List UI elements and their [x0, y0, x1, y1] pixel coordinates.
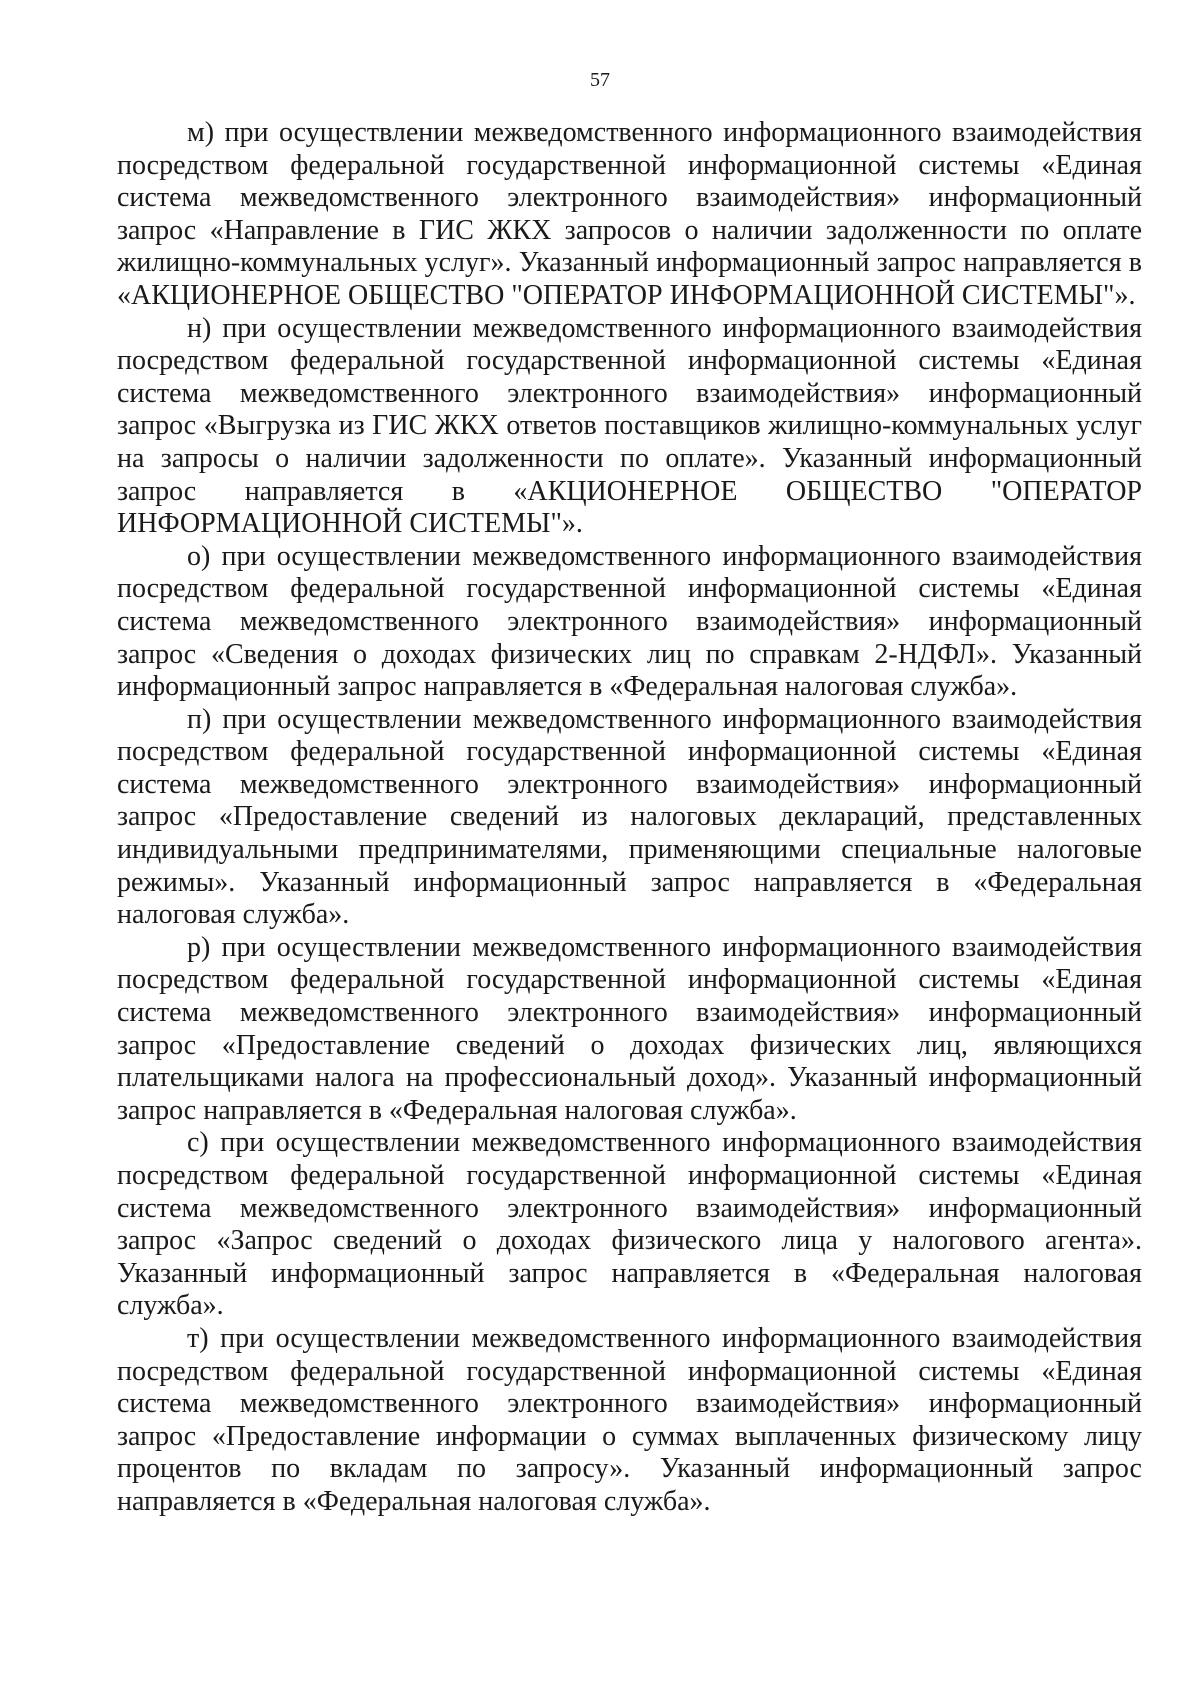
- paragraph-p: п) при осуществлении межведомственного информационного взаимодействия посредством федеральной государственной информационной системы «Единая система межведомственного электронного взаимодействия» информационный запрос «Предоставление сведений из налоговых деклараций, представленных индивидуальными предпринимателями, применяющими специальные налоговые режимы». Указанный информационный запрос направляется в «Федеральная налоговая служба».: [117, 703, 1142, 931]
- paragraph-n: н) при осуществлении межведомственного информационного взаимодействия посредством федеральной государственной информационной системы «Единая система межведомственного электронного взаимодействия» информационный запрос «Выгрузка из ГИС ЖКХ ответов поставщиков жилищно-коммунальных услуг на запросы о наличии задолженности по оплате». Указанный информационный запрос направляется в «АКЦИОНЕРНОЕ ОБЩЕСТВО "ОПЕРАТОР ИНФОРМАЦИОННОЙ СИСТЕМЫ"».: [117, 312, 1142, 540]
- paragraph-t: т) при осуществлении межведомственного информационного взаимодействия посредством федеральной государственной информационной системы «Единая система межведомственного электронного взаимодействия» информационный запрос «Предоставление информации о суммах выплаченных физическому лицу процентов по вкладам по запросу». Указанный информационный запрос направляется в «Федеральная налоговая служба».: [117, 1322, 1142, 1517]
- paragraph-s: с) при осуществлении межведомственного информационного взаимодействия посредством федеральной государственной информационной системы «Единая система межведомственного электронного взаимодействия» информационный запрос «Запрос сведений о доходах физического лица у налогового агента». Указанный информационный запрос направляется в «Федеральная налоговая служба».: [117, 1127, 1142, 1322]
- paragraph-o: о) при осуществлении межведомственного информационного взаимодействия посредством федеральной государственной информационной системы «Единая система межведомственного электронного взаимодействия» информационный запрос «Сведения о доходах физических лиц по справкам 2-НДФЛ». Указанный информационный запрос направляется в «Федеральная налоговая служба».: [117, 540, 1142, 703]
- page-number: 57: [590, 69, 610, 91]
- paragraph-r: р) при осуществлении межведомственного информационного взаимодействия посредством федеральной государственной информационной системы «Единая система межведомственного электронного взаимодействия» информационный запрос «Предоставление сведений о доходах физических лиц, являющихся плательщиками налога на профессиональный доход». Указанный информационный запрос направляется в «Федеральная налоговая служба».: [117, 931, 1142, 1126]
- document-body: [117, 117, 1142, 1519]
- paragraph-m: м) при осуществлении межведомственного информационного взаимодействия посредством федеральной государственной информационной системы «Единая система межведомственного электронного взаимодействия» информационный запрос «Направление в ГИС ЖКХ запросов о наличии задолженности по оплате жилищно-коммунальных услуг». Указанный информационный запрос направляется в «АКЦИОНЕРНОЕ ОБЩЕСТВО "ОПЕРАТОР ИНФОРМАЦИОННОЙ СИСТЕМЫ"».: [117, 117, 1142, 311]
